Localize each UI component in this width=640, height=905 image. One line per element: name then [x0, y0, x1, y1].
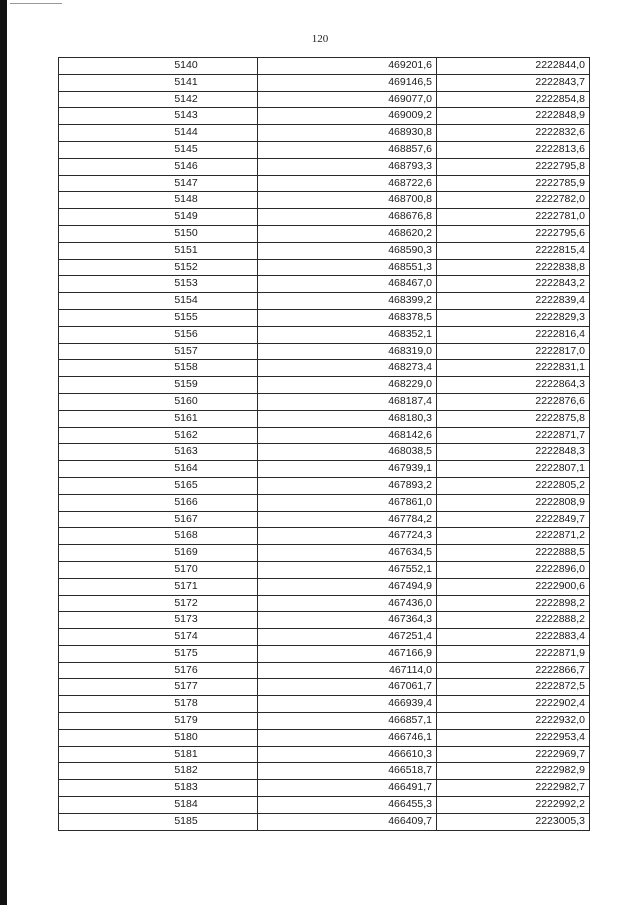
- y-coordinate-cell: 2222843,7: [437, 74, 590, 91]
- y-coordinate-cell: 2222888,5: [437, 545, 590, 562]
- x-coordinate-cell: 466746,1: [258, 729, 437, 746]
- x-coordinate-cell: 466857,1: [258, 713, 437, 730]
- x-coordinate-cell: 468551,3: [258, 259, 437, 276]
- point-number-cell: 5148: [59, 192, 258, 209]
- x-coordinate-cell: 467494,9: [258, 578, 437, 595]
- point-number-cell: 5164: [59, 461, 258, 478]
- x-coordinate-cell: 468229,0: [258, 377, 437, 394]
- table-row: [59, 343, 590, 360]
- y-coordinate-cell: 2222876,6: [437, 393, 590, 410]
- table-row: [59, 797, 590, 814]
- y-coordinate-cell: 2222838,8: [437, 259, 590, 276]
- point-number-cell: 5143: [59, 108, 258, 125]
- point-number-cell: 5167: [59, 511, 258, 528]
- y-coordinate-cell: 2222932,0: [437, 713, 590, 730]
- point-number-cell: 5176: [59, 662, 258, 679]
- point-number-cell: 5152: [59, 259, 258, 276]
- point-number-cell: 5169: [59, 545, 258, 562]
- x-coordinate-cell: 467114,0: [258, 662, 437, 679]
- point-number-cell: 5156: [59, 326, 258, 343]
- y-coordinate-cell: 2222829,3: [437, 309, 590, 326]
- point-number-cell: 5180: [59, 729, 258, 746]
- point-number-cell: 5181: [59, 746, 258, 763]
- y-coordinate-cell: 2222807,1: [437, 461, 590, 478]
- y-coordinate-cell: 2222953,4: [437, 729, 590, 746]
- x-coordinate-cell: 466610,3: [258, 746, 437, 763]
- x-coordinate-cell: 468700,8: [258, 192, 437, 209]
- x-coordinate-cell: 467364,3: [258, 612, 437, 629]
- y-coordinate-cell: 2222815,4: [437, 242, 590, 259]
- point-number-cell: 5166: [59, 494, 258, 511]
- x-coordinate-cell: 468273,4: [258, 360, 437, 377]
- x-coordinate-cell: 467251,4: [258, 629, 437, 646]
- x-coordinate-cell: 468180,3: [258, 410, 437, 427]
- table-row: [59, 377, 590, 394]
- x-coordinate-cell: 469201,6: [258, 58, 437, 75]
- point-number-cell: 5147: [59, 175, 258, 192]
- y-coordinate-cell: 2222795,8: [437, 158, 590, 175]
- x-coordinate-cell: 466455,3: [258, 797, 437, 814]
- point-number-cell: 5155: [59, 309, 258, 326]
- point-number-cell: 5144: [59, 125, 258, 142]
- table-row: [59, 813, 590, 830]
- x-coordinate-cell: 468793,3: [258, 158, 437, 175]
- coordinates-table: [58, 57, 590, 831]
- point-number-cell: 5162: [59, 427, 258, 444]
- y-coordinate-cell: 2222992,2: [437, 797, 590, 814]
- x-coordinate-cell: 468319,0: [258, 343, 437, 360]
- x-coordinate-cell: 468620,2: [258, 225, 437, 242]
- y-coordinate-cell: 2222871,2: [437, 528, 590, 545]
- y-coordinate-cell: 2222781,0: [437, 209, 590, 226]
- y-coordinate-cell: 2222843,2: [437, 276, 590, 293]
- table-row: [59, 393, 590, 410]
- x-coordinate-cell: 467784,2: [258, 511, 437, 528]
- table-row: [59, 645, 590, 662]
- y-coordinate-cell: 2222982,7: [437, 780, 590, 797]
- table-row: [59, 108, 590, 125]
- table-row: [59, 326, 590, 343]
- x-coordinate-cell: 468722,6: [258, 175, 437, 192]
- point-number-cell: 5160: [59, 393, 258, 410]
- y-coordinate-cell: 2222866,7: [437, 662, 590, 679]
- table-row: [59, 309, 590, 326]
- table-row: [59, 293, 590, 310]
- point-number-cell: 5172: [59, 595, 258, 612]
- y-coordinate-cell: 2222782,0: [437, 192, 590, 209]
- y-coordinate-cell: 2222875,8: [437, 410, 590, 427]
- table-row: [59, 662, 590, 679]
- x-coordinate-cell: 467939,1: [258, 461, 437, 478]
- table-row: [59, 494, 590, 511]
- table-row: [59, 192, 590, 209]
- point-number-cell: 5150: [59, 225, 258, 242]
- y-coordinate-cell: 2222848,9: [437, 108, 590, 125]
- y-coordinate-cell: 2222817,0: [437, 343, 590, 360]
- y-coordinate-cell: 2222969,7: [437, 746, 590, 763]
- table-row: [59, 528, 590, 545]
- x-coordinate-cell: 468676,8: [258, 209, 437, 226]
- table-row: [59, 158, 590, 175]
- y-coordinate-cell: 2222871,7: [437, 427, 590, 444]
- scan-artifact-line: [10, 3, 62, 4]
- y-coordinate-cell: 2222805,2: [437, 477, 590, 494]
- x-coordinate-cell: 466518,7: [258, 763, 437, 780]
- point-number-cell: 5185: [59, 813, 258, 830]
- y-coordinate-cell: 2222839,4: [437, 293, 590, 310]
- point-number-cell: 5170: [59, 561, 258, 578]
- point-number-cell: 5174: [59, 629, 258, 646]
- y-coordinate-cell: 2222848,3: [437, 444, 590, 461]
- y-coordinate-cell: 2222831,1: [437, 360, 590, 377]
- x-coordinate-cell: 467061,7: [258, 679, 437, 696]
- x-coordinate-cell: 467861,0: [258, 494, 437, 511]
- point-number-cell: 5146: [59, 158, 258, 175]
- page-number: 120: [311, 33, 329, 45]
- y-coordinate-cell: 2223005,3: [437, 813, 590, 830]
- y-coordinate-cell: 2222888,2: [437, 612, 590, 629]
- point-number-cell: 5161: [59, 410, 258, 427]
- table-row: [59, 74, 590, 91]
- y-coordinate-cell: 2222864,3: [437, 377, 590, 394]
- x-coordinate-cell: 468352,1: [258, 326, 437, 343]
- point-number-cell: 5141: [59, 74, 258, 91]
- x-coordinate-cell: 469077,0: [258, 91, 437, 108]
- y-coordinate-cell: 2222785,9: [437, 175, 590, 192]
- x-coordinate-cell: 466491,7: [258, 780, 437, 797]
- y-coordinate-cell: 2222896,0: [437, 561, 590, 578]
- table-row: [59, 209, 590, 226]
- scan-page-edge: [0, 0, 7, 905]
- coordinates-table-body: [59, 58, 590, 831]
- point-number-cell: 5153: [59, 276, 258, 293]
- y-coordinate-cell: 2222849,7: [437, 511, 590, 528]
- table-row: [59, 410, 590, 427]
- point-number-cell: 5168: [59, 528, 258, 545]
- table-row: [59, 746, 590, 763]
- table-row: [59, 561, 590, 578]
- y-coordinate-cell: 2222898,2: [437, 595, 590, 612]
- point-number-cell: 5165: [59, 477, 258, 494]
- point-number-cell: 5158: [59, 360, 258, 377]
- point-number-cell: 5149: [59, 209, 258, 226]
- table-row: [59, 696, 590, 713]
- x-coordinate-cell: 467634,5: [258, 545, 437, 562]
- table-row: [59, 58, 590, 75]
- y-coordinate-cell: 2222871,9: [437, 645, 590, 662]
- table-row: [59, 629, 590, 646]
- point-number-cell: 5173: [59, 612, 258, 629]
- table-row: [59, 679, 590, 696]
- point-number-cell: 5179: [59, 713, 258, 730]
- x-coordinate-cell: 467436,0: [258, 595, 437, 612]
- point-number-cell: 5145: [59, 141, 258, 158]
- x-coordinate-cell: 468930,8: [258, 125, 437, 142]
- table-row: [59, 91, 590, 108]
- y-coordinate-cell: 2222813,6: [437, 141, 590, 158]
- table-row: [59, 225, 590, 242]
- x-coordinate-cell: 466939,4: [258, 696, 437, 713]
- point-number-cell: 5142: [59, 91, 258, 108]
- x-coordinate-cell: 469009,2: [258, 108, 437, 125]
- table-row: [59, 276, 590, 293]
- point-number-cell: 5171: [59, 578, 258, 595]
- point-number-cell: 5154: [59, 293, 258, 310]
- y-coordinate-cell: 2222816,4: [437, 326, 590, 343]
- table-row: [59, 461, 590, 478]
- point-number-cell: 5182: [59, 763, 258, 780]
- x-coordinate-cell: 467893,2: [258, 477, 437, 494]
- x-coordinate-cell: 467724,3: [258, 528, 437, 545]
- x-coordinate-cell: 467552,1: [258, 561, 437, 578]
- x-coordinate-cell: 468142,6: [258, 427, 437, 444]
- y-coordinate-cell: 2222872,5: [437, 679, 590, 696]
- x-coordinate-cell: 468378,5: [258, 309, 437, 326]
- point-number-cell: 5157: [59, 343, 258, 360]
- y-coordinate-cell: 2222902,4: [437, 696, 590, 713]
- x-coordinate-cell: 468857,6: [258, 141, 437, 158]
- table-row: [59, 125, 590, 142]
- table-row: [59, 763, 590, 780]
- y-coordinate-cell: 2222883,4: [437, 629, 590, 646]
- y-coordinate-cell: 2222982,9: [437, 763, 590, 780]
- x-coordinate-cell: 467166,9: [258, 645, 437, 662]
- x-coordinate-cell: 468399,2: [258, 293, 437, 310]
- point-number-cell: 5140: [59, 58, 258, 75]
- table-row: [59, 729, 590, 746]
- x-coordinate-cell: 468187,4: [258, 393, 437, 410]
- table-row: [59, 612, 590, 629]
- point-number-cell: 5151: [59, 242, 258, 259]
- y-coordinate-cell: 2222844,0: [437, 58, 590, 75]
- table-row: [59, 175, 590, 192]
- y-coordinate-cell: 2222832,6: [437, 125, 590, 142]
- point-number-cell: 5175: [59, 645, 258, 662]
- point-number-cell: 5178: [59, 696, 258, 713]
- x-coordinate-cell: 468590,3: [258, 242, 437, 259]
- point-number-cell: 5177: [59, 679, 258, 696]
- table-row: [59, 141, 590, 158]
- point-number-cell: 5159: [59, 377, 258, 394]
- table-row: [59, 545, 590, 562]
- x-coordinate-cell: 468038,5: [258, 444, 437, 461]
- table-row: [59, 780, 590, 797]
- point-number-cell: 5163: [59, 444, 258, 461]
- table-row: [59, 477, 590, 494]
- table-row: [59, 595, 590, 612]
- table-row: [59, 360, 590, 377]
- y-coordinate-cell: 2222900,6: [437, 578, 590, 595]
- table-row: [59, 511, 590, 528]
- table-row: [59, 427, 590, 444]
- table-row: [59, 713, 590, 730]
- x-coordinate-cell: 466409,7: [258, 813, 437, 830]
- table-row: [59, 242, 590, 259]
- table-row: [59, 444, 590, 461]
- y-coordinate-cell: 2222854,8: [437, 91, 590, 108]
- y-coordinate-cell: 2222808,9: [437, 494, 590, 511]
- point-number-cell: 5184: [59, 797, 258, 814]
- table-row: [59, 259, 590, 276]
- x-coordinate-cell: 469146,5: [258, 74, 437, 91]
- x-coordinate-cell: 468467,0: [258, 276, 437, 293]
- point-number-cell: 5183: [59, 780, 258, 797]
- y-coordinate-cell: 2222795,6: [437, 225, 590, 242]
- table-row: [59, 578, 590, 595]
